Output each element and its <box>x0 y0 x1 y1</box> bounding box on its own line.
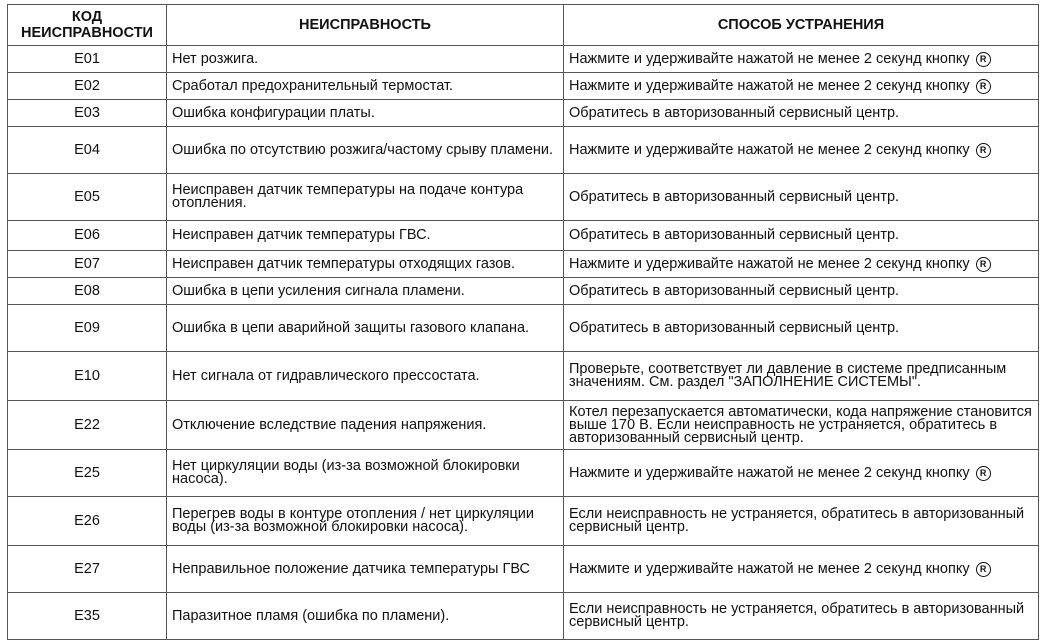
remedy-cell <box>564 593 1039 640</box>
remedy-text: Обратитесь в авторизованный сервисный центр. <box>569 188 900 205</box>
remedy-text: Котел перезапускается автоматически, кода напряжение становится выше 170 В. Если неисправность не устраняется, обратитесь в авторизованный сервисный центр. <box>569 403 1032 446</box>
remedy-text: Обратитесь в авторизованный сервисный центр. <box>569 227 900 243</box>
table-row <box>8 251 1039 278</box>
remedy-text: Нажмите и удерживайте нажатой не менее 2 секунд кнопку <box>569 560 970 577</box>
fault-description-cell: Неисправен датчик температуры отходящих газов. <box>167 251 564 278</box>
table-row <box>8 497 1039 546</box>
remedy-text: Нажмите и удерживайте нажатой не менее 2 секунд кнопку <box>569 50 970 67</box>
remedy-cell <box>564 100 1039 127</box>
table-row <box>8 174 1039 221</box>
header-remedy: СПОСОБ УСТРАНЕНИЯ <box>564 5 1039 46</box>
remedy-text: Если неисправность не устраняется, обратитесь в авторизованный сервисный центр. <box>569 601 1025 630</box>
table-row <box>8 221 1039 251</box>
fault-code-table <box>7 4 1039 640</box>
header-fault: НЕИСПРАВНОСТЬ <box>167 5 564 46</box>
fault-description-cell: Неправильное положение датчика температуры ГВС <box>167 546 564 593</box>
table-header-row <box>8 5 1039 46</box>
remedy-text: Проверьте, соответствует ли давление в системе предписанным значениям. См. раздел "ЗАПОЛНЕНИЕ СИСТЕМЫ". <box>569 361 1007 390</box>
table-row <box>8 73 1039 100</box>
table-body <box>8 46 1039 640</box>
fault-description-cell: Ошибка по отсутствию розжига/частому срыву пламени. <box>167 127 564 174</box>
table-row <box>8 546 1039 593</box>
remedy-cell <box>564 401 1039 450</box>
fault-description-cell: Отключение вследствие падения напряжения. <box>167 401 564 450</box>
fault-code-cell: E09 <box>8 305 167 352</box>
fault-description-cell: Ошибка в цепи усиления сигнала пламени. <box>167 278 564 305</box>
remedy-cell <box>564 305 1039 352</box>
fault-description-cell: Нет циркуляции воды (из-за возможной блокировки насоса). <box>167 450 564 497</box>
fault-description-cell: Неисправен датчик температуры ГВС. <box>167 221 564 251</box>
remedy-text: Нажмите и удерживайте нажатой не менее 2 секунд кнопку <box>569 77 970 94</box>
fault-description-cell: Нет розжига. <box>167 46 564 73</box>
fault-code-cell: E06 <box>8 221 167 251</box>
table-row <box>8 352 1039 401</box>
remedy-cell <box>564 251 1039 278</box>
table-row <box>8 100 1039 127</box>
remedy-text: Нажмите и удерживайте нажатой не менее 2 секунд кнопку <box>569 141 970 158</box>
fault-description-cell: Ошибка конфигурации платы. <box>167 100 564 127</box>
fault-code-cell: E04 <box>8 127 167 174</box>
remedy-text: Нажмите и удерживайте нажатой не менее 2 секунд кнопку <box>569 464 970 481</box>
fault-description-cell: Паразитное пламя (ошибка по пламени). <box>167 593 564 640</box>
remedy-cell <box>564 73 1039 100</box>
remedy-cell <box>564 174 1039 221</box>
fault-code-cell: E07 <box>8 251 167 278</box>
table-row <box>8 127 1039 174</box>
remedy-cell <box>564 450 1039 497</box>
remedy-text: Нажмите и удерживайте нажатой не менее 2 секунд кнопку <box>569 255 970 272</box>
fault-code-cell: E35 <box>8 593 167 640</box>
reset-button-icon: R <box>976 562 991 577</box>
fault-code-cell: E01 <box>8 46 167 73</box>
remedy-cell <box>564 497 1039 546</box>
table-row <box>8 401 1039 450</box>
remedy-text: Обратитесь в авторизованный сервисный центр. <box>569 104 900 121</box>
fault-description-cell: Нет сигнала от гидравлического прессостата. <box>167 352 564 401</box>
reset-button-icon: R <box>976 79 991 94</box>
table-row <box>8 46 1039 73</box>
fault-code-cell: E25 <box>8 450 167 497</box>
fault-description-cell: Сработал предохранительный термостат. <box>167 73 564 100</box>
fault-code-cell: E22 <box>8 401 167 450</box>
remedy-cell <box>564 127 1039 174</box>
header-code-line-1: КОД <box>71 9 103 25</box>
fault-code-cell: E10 <box>8 352 167 401</box>
header-code <box>8 5 167 46</box>
reset-button-icon: R <box>976 466 991 481</box>
remedy-text: Если неисправность не устраняется, обратитесь в авторизованный сервисный центр. <box>569 506 1025 535</box>
remedy-cell <box>564 221 1039 251</box>
remedy-cell <box>564 46 1039 73</box>
fault-code-cell: E08 <box>8 278 167 305</box>
table-row <box>8 593 1039 640</box>
fault-description-cell: Перегрев воды в контуре отопления / нет циркуляции воды (из-за возможной блокировки насоса). <box>167 497 564 546</box>
remedy-cell <box>564 546 1039 593</box>
remedy-cell <box>564 352 1039 401</box>
table-row <box>8 305 1039 352</box>
fault-code-cell: E02 <box>8 73 167 100</box>
reset-button-icon: R <box>976 143 991 158</box>
header-code-line-2: НЕИСПРАВНОСТИ <box>21 25 153 41</box>
fault-code-cell: E26 <box>8 497 167 546</box>
fault-description-cell: Ошибка в цепи аварийной защиты газового клапана. <box>167 305 564 352</box>
remedy-cell <box>564 278 1039 305</box>
fault-code-cell: E05 <box>8 174 167 221</box>
remedy-text: Обратитесь в авторизованный сервисный центр. <box>569 282 900 299</box>
reset-button-icon: R <box>976 52 991 67</box>
fault-description-cell: Неисправен датчик температуры на подаче контура отопления. <box>167 174 564 221</box>
table-row <box>8 450 1039 497</box>
fault-code-cell: E03 <box>8 100 167 127</box>
fault-code-cell: E27 <box>8 546 167 593</box>
table-row <box>8 278 1039 305</box>
reset-button-icon: R <box>976 257 991 272</box>
remedy-text: Обратитесь в авторизованный сервисный центр. <box>569 319 900 336</box>
